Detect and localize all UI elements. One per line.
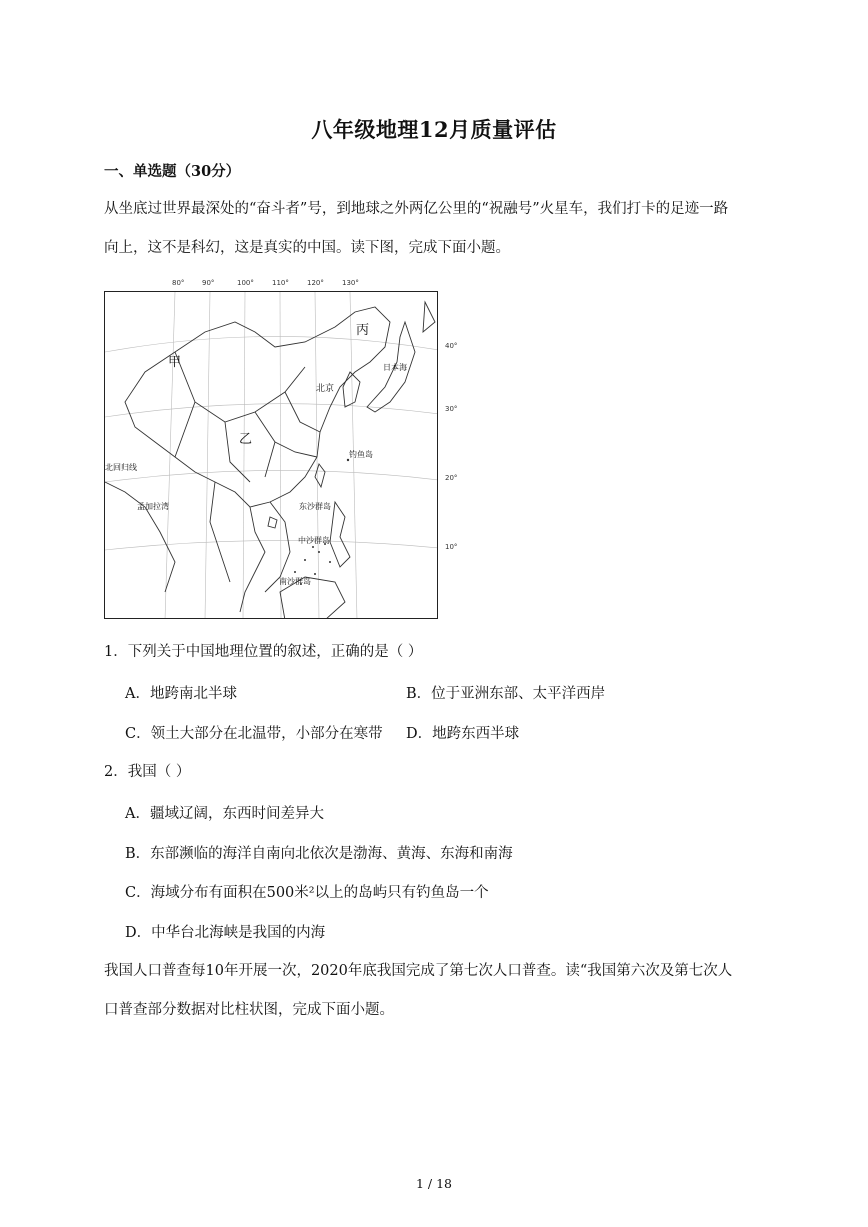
q2-option-c: C．海域分布有面积在500米²以上的岛屿只有钓鱼岛一个 [125,885,489,901]
q1-option-d: D．地跨东西半球 [406,726,520,742]
q1-option-c: C．领土大部分在北温带，小部分在寒带 [125,726,383,742]
map-label-dongsha: 东沙群岛 [299,502,331,511]
china-map [104,291,438,619]
map-outline [105,292,438,619]
q2-option-b: B．东部濒临的海洋自南向北依次是渤海、黄海、东海和南海 [125,846,513,862]
map-label-bing: 丙 [356,323,370,338]
map-label-yi: 乙 [239,432,253,447]
lon-label: 90° [202,279,215,287]
map-label-jia: 甲 [168,355,182,370]
map-label-bangladesh: 孟加拉湾 [137,502,169,511]
map-label-tropic: 北回归线 [105,463,137,472]
q2-option-d: D．中华台北海峡是我国的内海 [125,925,326,941]
q1-option-a: A．地跨南北半球 [125,686,237,702]
lon-label: 80° [172,279,185,287]
map-label-nansha: 南沙群岛 [279,577,311,586]
para-line-1: 我国人口普查每10年开展一次，2020年底我国完成了第七次人口普查。读“我国第六次及第七次人 [104,963,733,979]
lon-label: 110° [272,279,289,287]
intro-line-2: 向上，这不是科幻，这是真实的中国。读下图，完成下面小题。 [104,240,510,256]
intro-line-1: 从坐底过世界最深处的“奋斗者”号，到地球之外两亿公里的“祝融号”火星车，我们打卡的足迹一路 [104,201,729,217]
map-label-beijing: 北京 [316,384,335,394]
section-heading: 一、单选题（30分） [104,163,241,180]
lat-label: 30° [445,405,458,413]
lon-label: 130° [342,279,359,287]
lon-label: 120° [307,279,324,287]
lon-label: 100° [237,279,254,287]
q2-stem: 2．我国（ ） [104,764,191,780]
page-title: 八年级地理12月质量评估 [311,117,557,142]
lat-label: 20° [445,474,458,482]
lat-label: 40° [445,342,458,350]
para-line-2: 口普查部分数据对比柱状图，完成下面小题。 [104,1002,394,1018]
map-label-zhongsha: 中沙群岛 [298,536,330,545]
map-label-japan-sea: 日本海 [383,363,407,372]
q1-option-b: B．位于亚洲东部、太平洋西岸 [406,686,606,702]
q2-option-a: A．疆域辽阔，东西时间差异大 [125,806,324,822]
lat-label: 10° [445,543,458,551]
page-number: 1 / 18 [415,1176,453,1191]
q1-stem: 1．下列关于中国地理位置的叙述，正确的是（ ） [104,644,423,660]
map-label-diaoyu: 钓鱼岛 [349,450,373,459]
